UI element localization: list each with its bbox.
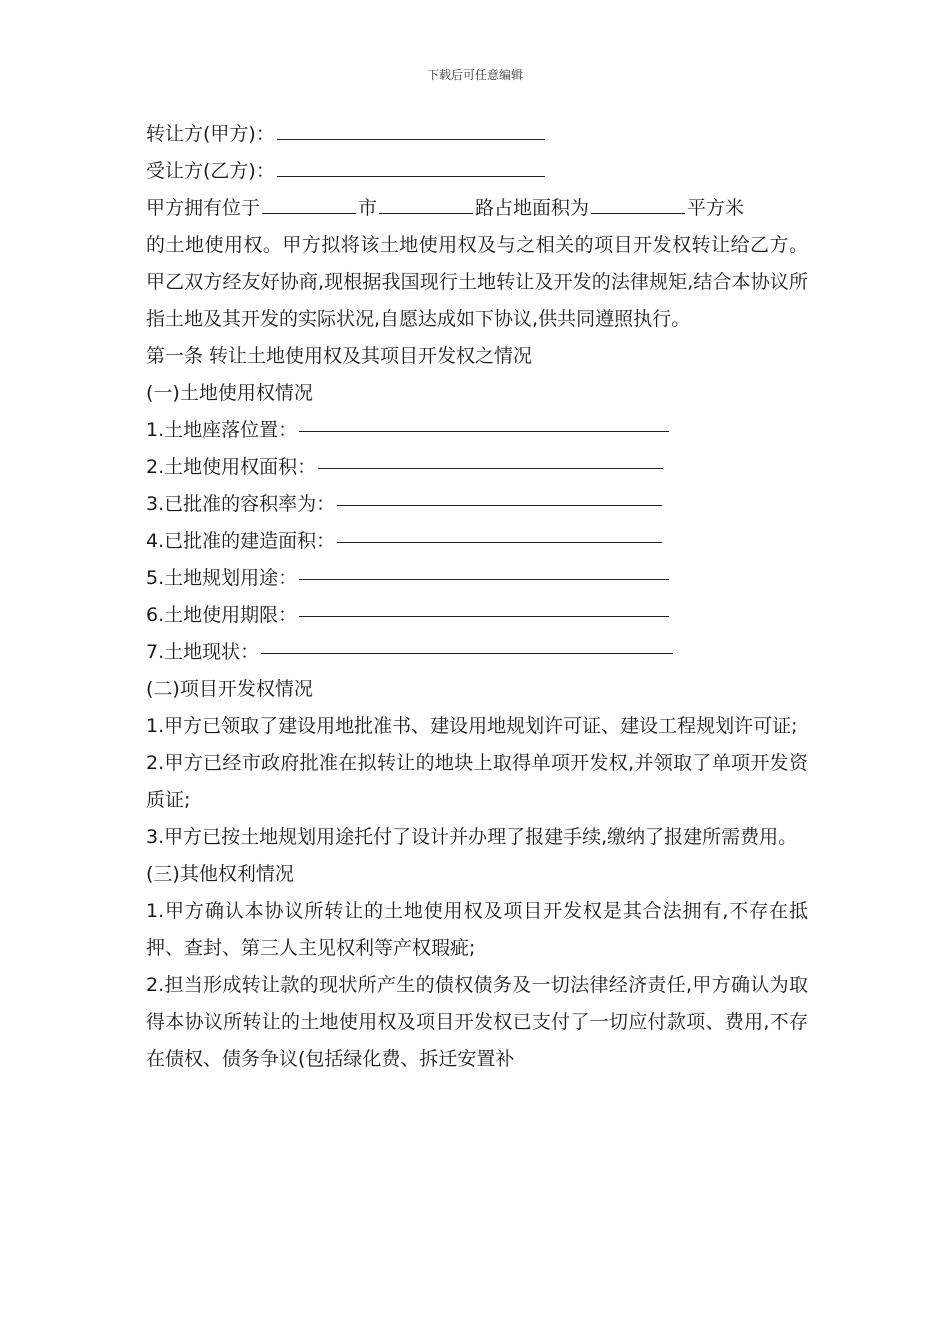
land-item-label: 6.土地使用期限： <box>146 604 298 626</box>
area-blank[interactable] <box>591 194 685 214</box>
page-header-note: 下载后可任意编辑 <box>426 68 523 82</box>
preamble-first-line <box>146 190 808 227</box>
land-section-title: (一)土地使用权情况 <box>146 382 313 404</box>
land-item-ratio <box>146 486 808 523</box>
other-section-title: (三)其他权利情况 <box>146 863 294 885</box>
land-status-blank[interactable] <box>261 634 673 654</box>
land-use-blank[interactable] <box>299 560 669 580</box>
dev-item: 3.甲方已按土地规划用途托付了设计并办理了报建手续,缴纳了报建所需费用。 <box>146 826 798 848</box>
dev-section-title: (二)项目开发权情况 <box>146 678 313 700</box>
land-item-area <box>146 449 808 486</box>
dev-item: 1.甲方已领取了建设用地批准书、建设用地规划许可证、建设工程规划许可证; <box>146 715 798 737</box>
land-item-label: 2.土地使用权面积： <box>146 456 317 478</box>
land-item-building-area <box>146 523 808 560</box>
land-item-label: 7.土地现状： <box>146 641 260 663</box>
preamble-paragraph: 的土地使用权。甲方拟将该土地使用权及与之相关的项目开发权转让给乙方。甲乙双方经友好协商,现根据我国现行土地转让及开发的法律规矩,结合本协议所指土地及其开发的实际状况,自愿达成如下协议,供共同遵照执行。 <box>146 234 808 330</box>
transferee-label: 受让方(乙方)： <box>146 160 275 182</box>
article1-title: 第一条 转让土地使用权及其项目开发权之情况 <box>146 345 533 367</box>
land-term-blank[interactable] <box>299 597 669 617</box>
building-area-blank[interactable] <box>337 523 662 543</box>
transferor-label: 转让方(甲方)： <box>146 123 275 145</box>
preamble-part1: 甲方拥有位于 <box>146 197 261 219</box>
land-area-blank[interactable] <box>318 449 663 469</box>
document-body <box>146 116 808 1078</box>
road-blank[interactable] <box>379 194 473 214</box>
land-location-blank[interactable] <box>299 412 669 432</box>
dev-item: 2.甲方已经市政府批准在拟转让的地块上取得单项开发权,并领取了单项开发资质证; <box>146 752 808 811</box>
land-item-term <box>146 597 808 634</box>
land-item-label: 1.土地座落位置： <box>146 419 298 441</box>
land-item-location <box>146 412 808 449</box>
land-item-label: 3.已批准的容积率为： <box>146 493 336 515</box>
land-item-use <box>146 560 808 597</box>
land-item-label: 4.已批准的建造面积： <box>146 530 336 552</box>
transferor-line <box>146 116 808 153</box>
land-item-label: 5.土地规划用途： <box>146 567 298 589</box>
transferor-blank[interactable] <box>277 120 545 140</box>
transferee-line <box>146 153 808 190</box>
other-item: 2.担当形成转让款的现状所产生的债权债务及一切法律经济责任,甲方确认为取得本协议所转让的土地使用权及项目开发权已支付了一切应付款项、费用,不存在债权、债务争议(包括绿化费、拆迁安置补 <box>146 974 808 1070</box>
transferee-blank[interactable] <box>277 157 545 177</box>
plot-ratio-blank[interactable] <box>337 486 662 506</box>
preamble-part2: 市 <box>358 197 378 219</box>
land-item-status <box>146 634 808 671</box>
other-item: 1.甲方确认本协议所转让的土地使用权及项目开发权是其合法拥有,不存在抵押、查封、第三人主见权利等产权瑕疵; <box>146 900 808 959</box>
city-blank[interactable] <box>262 194 356 214</box>
preamble-part4: 平方米 <box>687 197 745 219</box>
preamble-part3: 路占地面积为 <box>475 197 590 219</box>
